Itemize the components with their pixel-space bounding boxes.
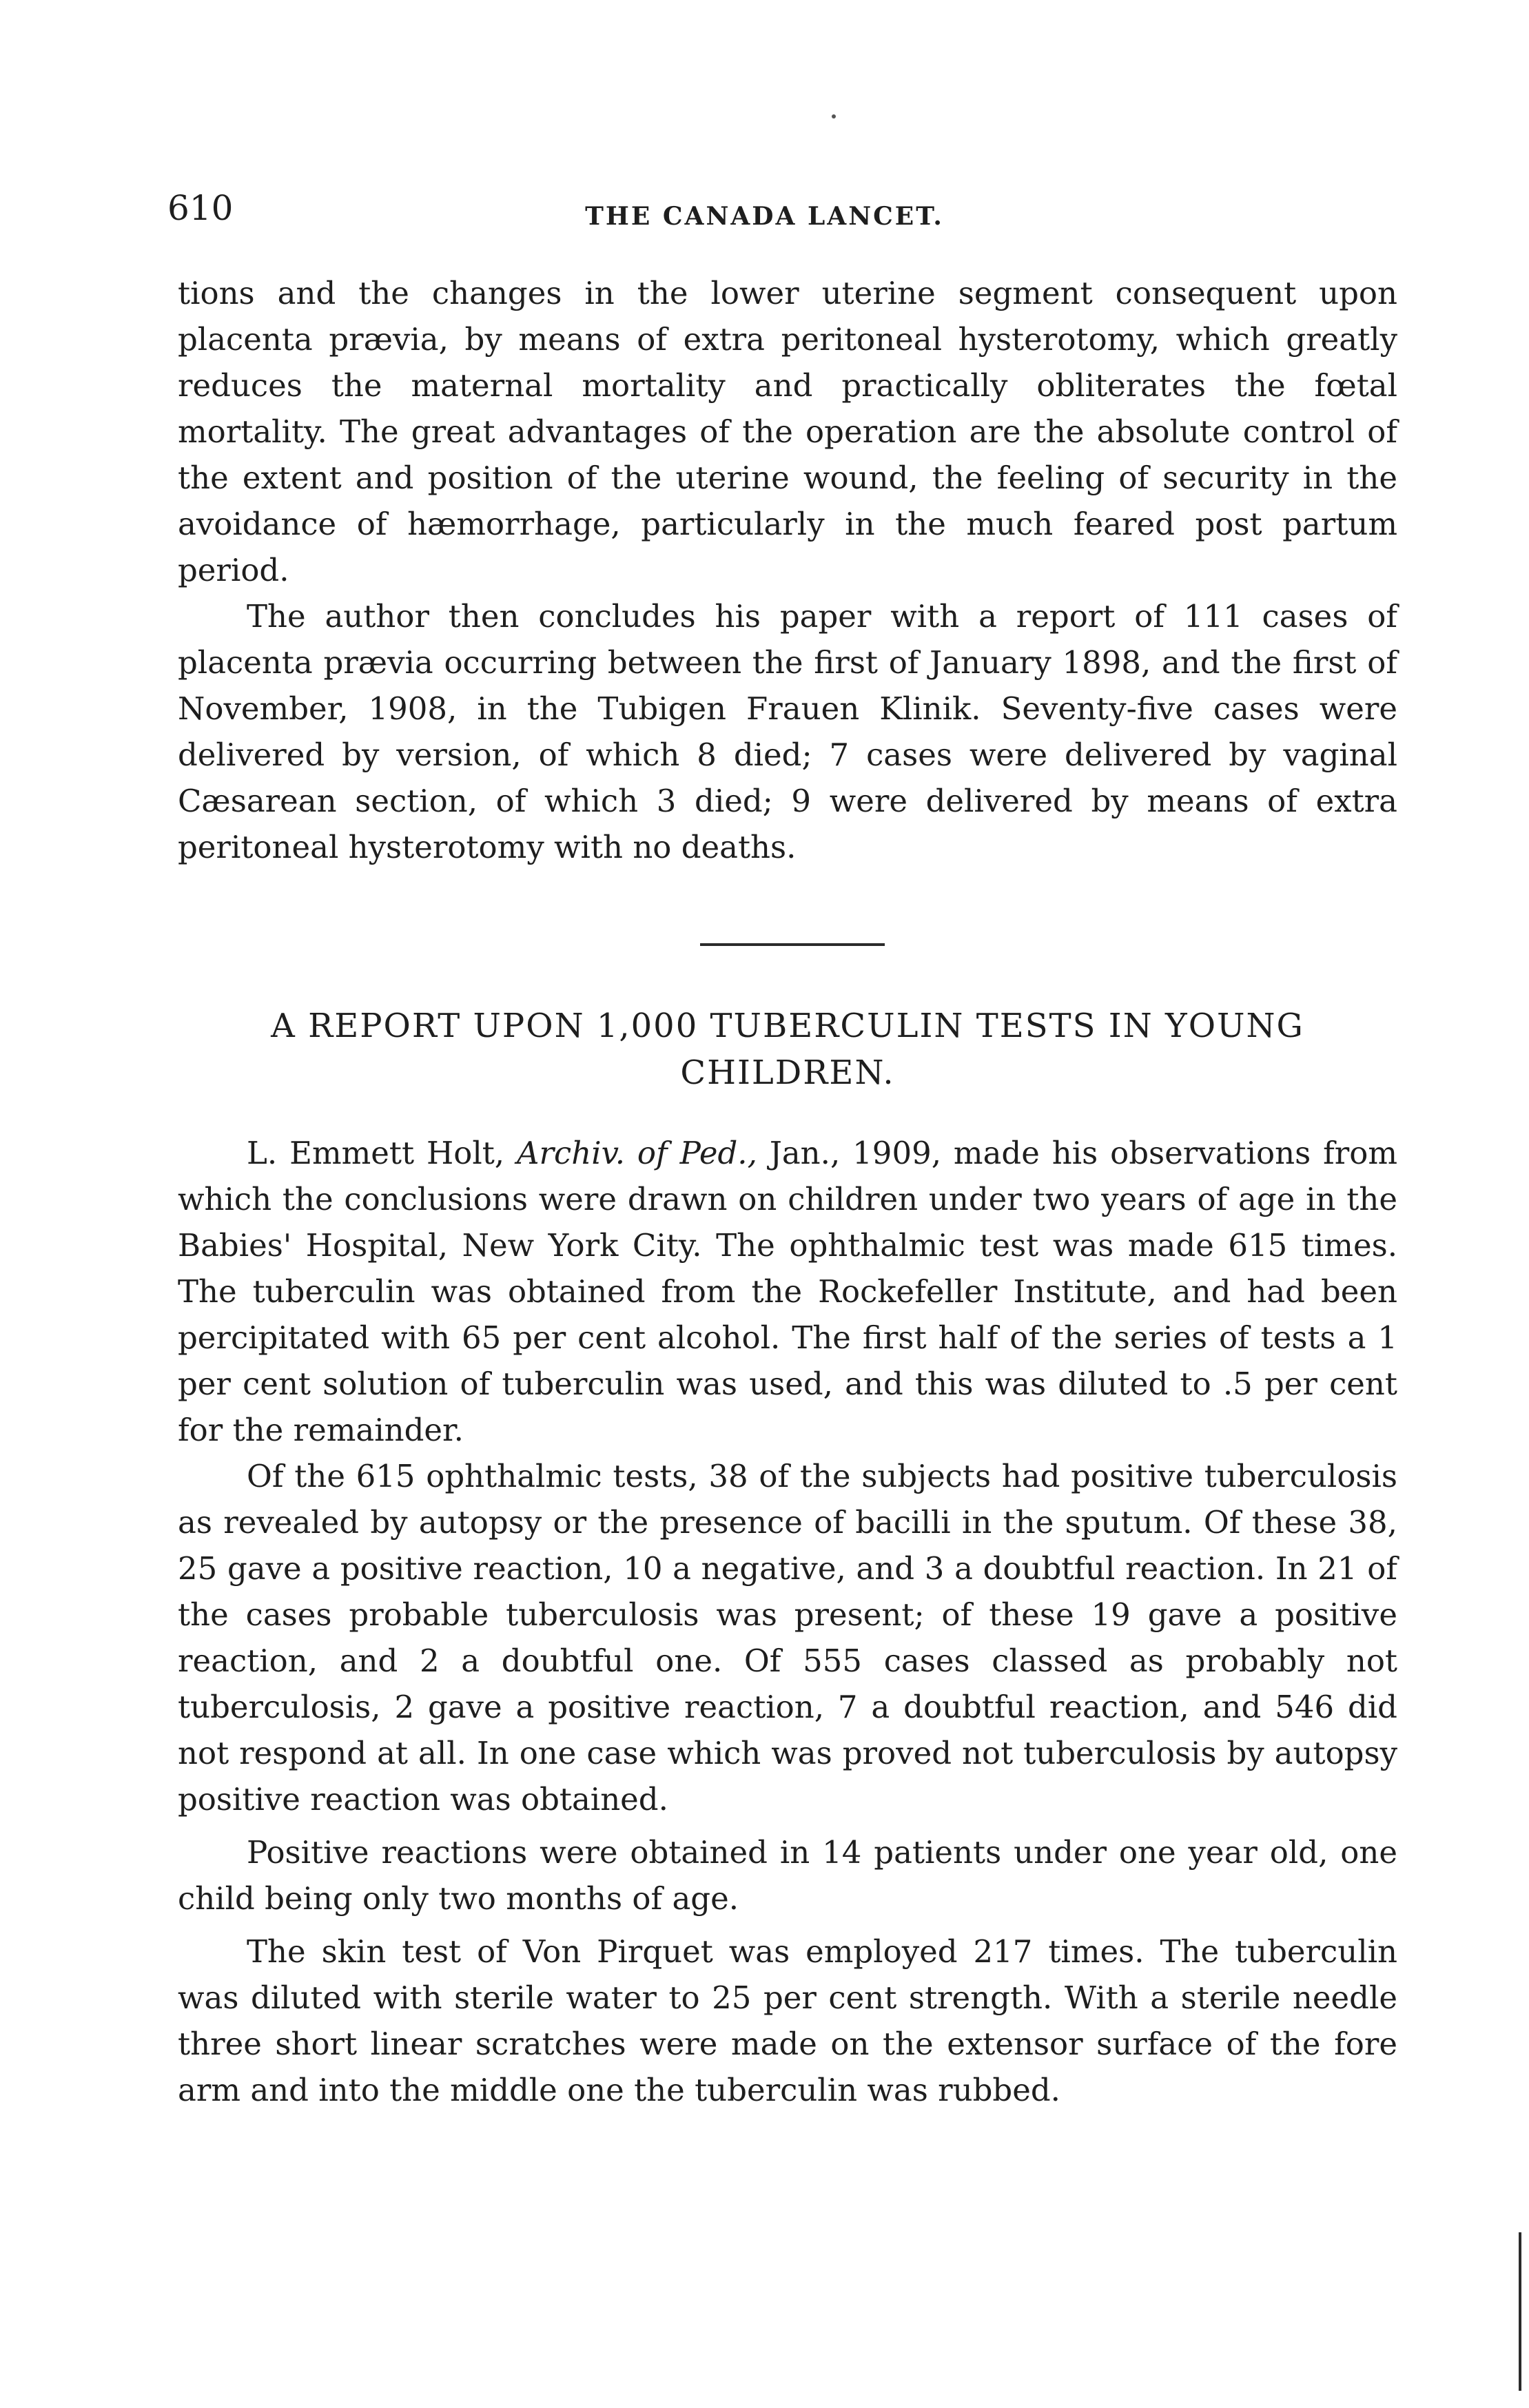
- paragraph: The skin test of Von Pirquet was employed 217 times. The tuberculin was diluted with sterile water to 25 per cent strength. With a sterile needle three short linear scratches were made on the extensor surface of the fore arm and into the middle one the tuberculin was rubbed.: [178, 1933, 1397, 2108]
- article-title-line: CHILDREN.: [680, 1053, 895, 1092]
- page-number: 610: [167, 188, 234, 228]
- paragraph: The author then concludes his paper with a report of 111 cases of placenta prævia occurring between the first of January 1898, and the first of November, 1908, in the Tubigen Frauen Klinik. Seventy-five cases were delivered by version, of which 8 died; 7 cases were delivered by vaginal Cæsarean section, of which 3 died; 9 were delivered by means of extra peritoneal hysterotomy with no deaths.: [178, 598, 1397, 865]
- paragraph: tions and the changes in the lower uterine segment consequent upon placenta prævia, by means of extra peritoneal hysterotomy, which greatly reduces the maternal mortality and practically obliterates the fœtal mortality. The great advantages of the operation are the absolute control of the extent and position of the uterine wound, the feeling of security in the avoidance of hæmorrhage, particularly in the much feared post partum period.: [178, 275, 1397, 588]
- scan-speck: [832, 114, 836, 119]
- intro-paragraph: [178, 1130, 1397, 1453]
- article-title: [178, 1002, 1397, 1096]
- scan-edge-mark: [1519, 2232, 1521, 2391]
- paragraph: Positive reactions were obtained in 14 patients under one year old, one child being only two months of age.: [178, 1834, 1397, 1917]
- journal-name: Archiv. of Ped.,: [517, 1135, 757, 1171]
- paragraph: Of the 615 ophthalmic tests, 38 of the subjects had positive tuberculosis as revealed by autopsy or the presence of bacilli in the sputum. Of these 38, 25 gave a positive reaction, 10 a negative, and 3 a doubtful reaction. In 21 of the cases probable tuberculosis was present; of these 19 gave a positive reaction, and 2 a doubtful one. Of 555 cases classed as probably not tuberculosis, 2 gave a positive reaction, 7 a doubtful reaction, and 546 did not respond at all. In one case which was proved not tuberculosis by autopsy positive reaction was obtained.: [178, 1458, 1397, 1818]
- section-divider: [700, 943, 885, 946]
- previous-article-text: [178, 270, 1397, 870]
- article-title-line: A REPORT UPON 1,000 TUBERCULIN TESTS IN YOUNG: [271, 1007, 1304, 1045]
- intro-text: Jan., 1909, made his observations from which the conclusions were drawn on children under two years of age in the Babies' Hospital, New York City. The ophthalmic test was made 615 times. The tuberculin was obtained from the Rockefeller Institute, and had been percipitated with 65 per cent alcohol. The first half of the series of tests a 1 per cent solution of tuberculin was used, and this was diluted to .5 per cent for the remainder.: [178, 1135, 1398, 1448]
- running-head: THE CANADA LANCET.: [585, 202, 944, 231]
- author-name: L. Emmett Holt,: [247, 1135, 505, 1171]
- article-body: [178, 1130, 1397, 2113]
